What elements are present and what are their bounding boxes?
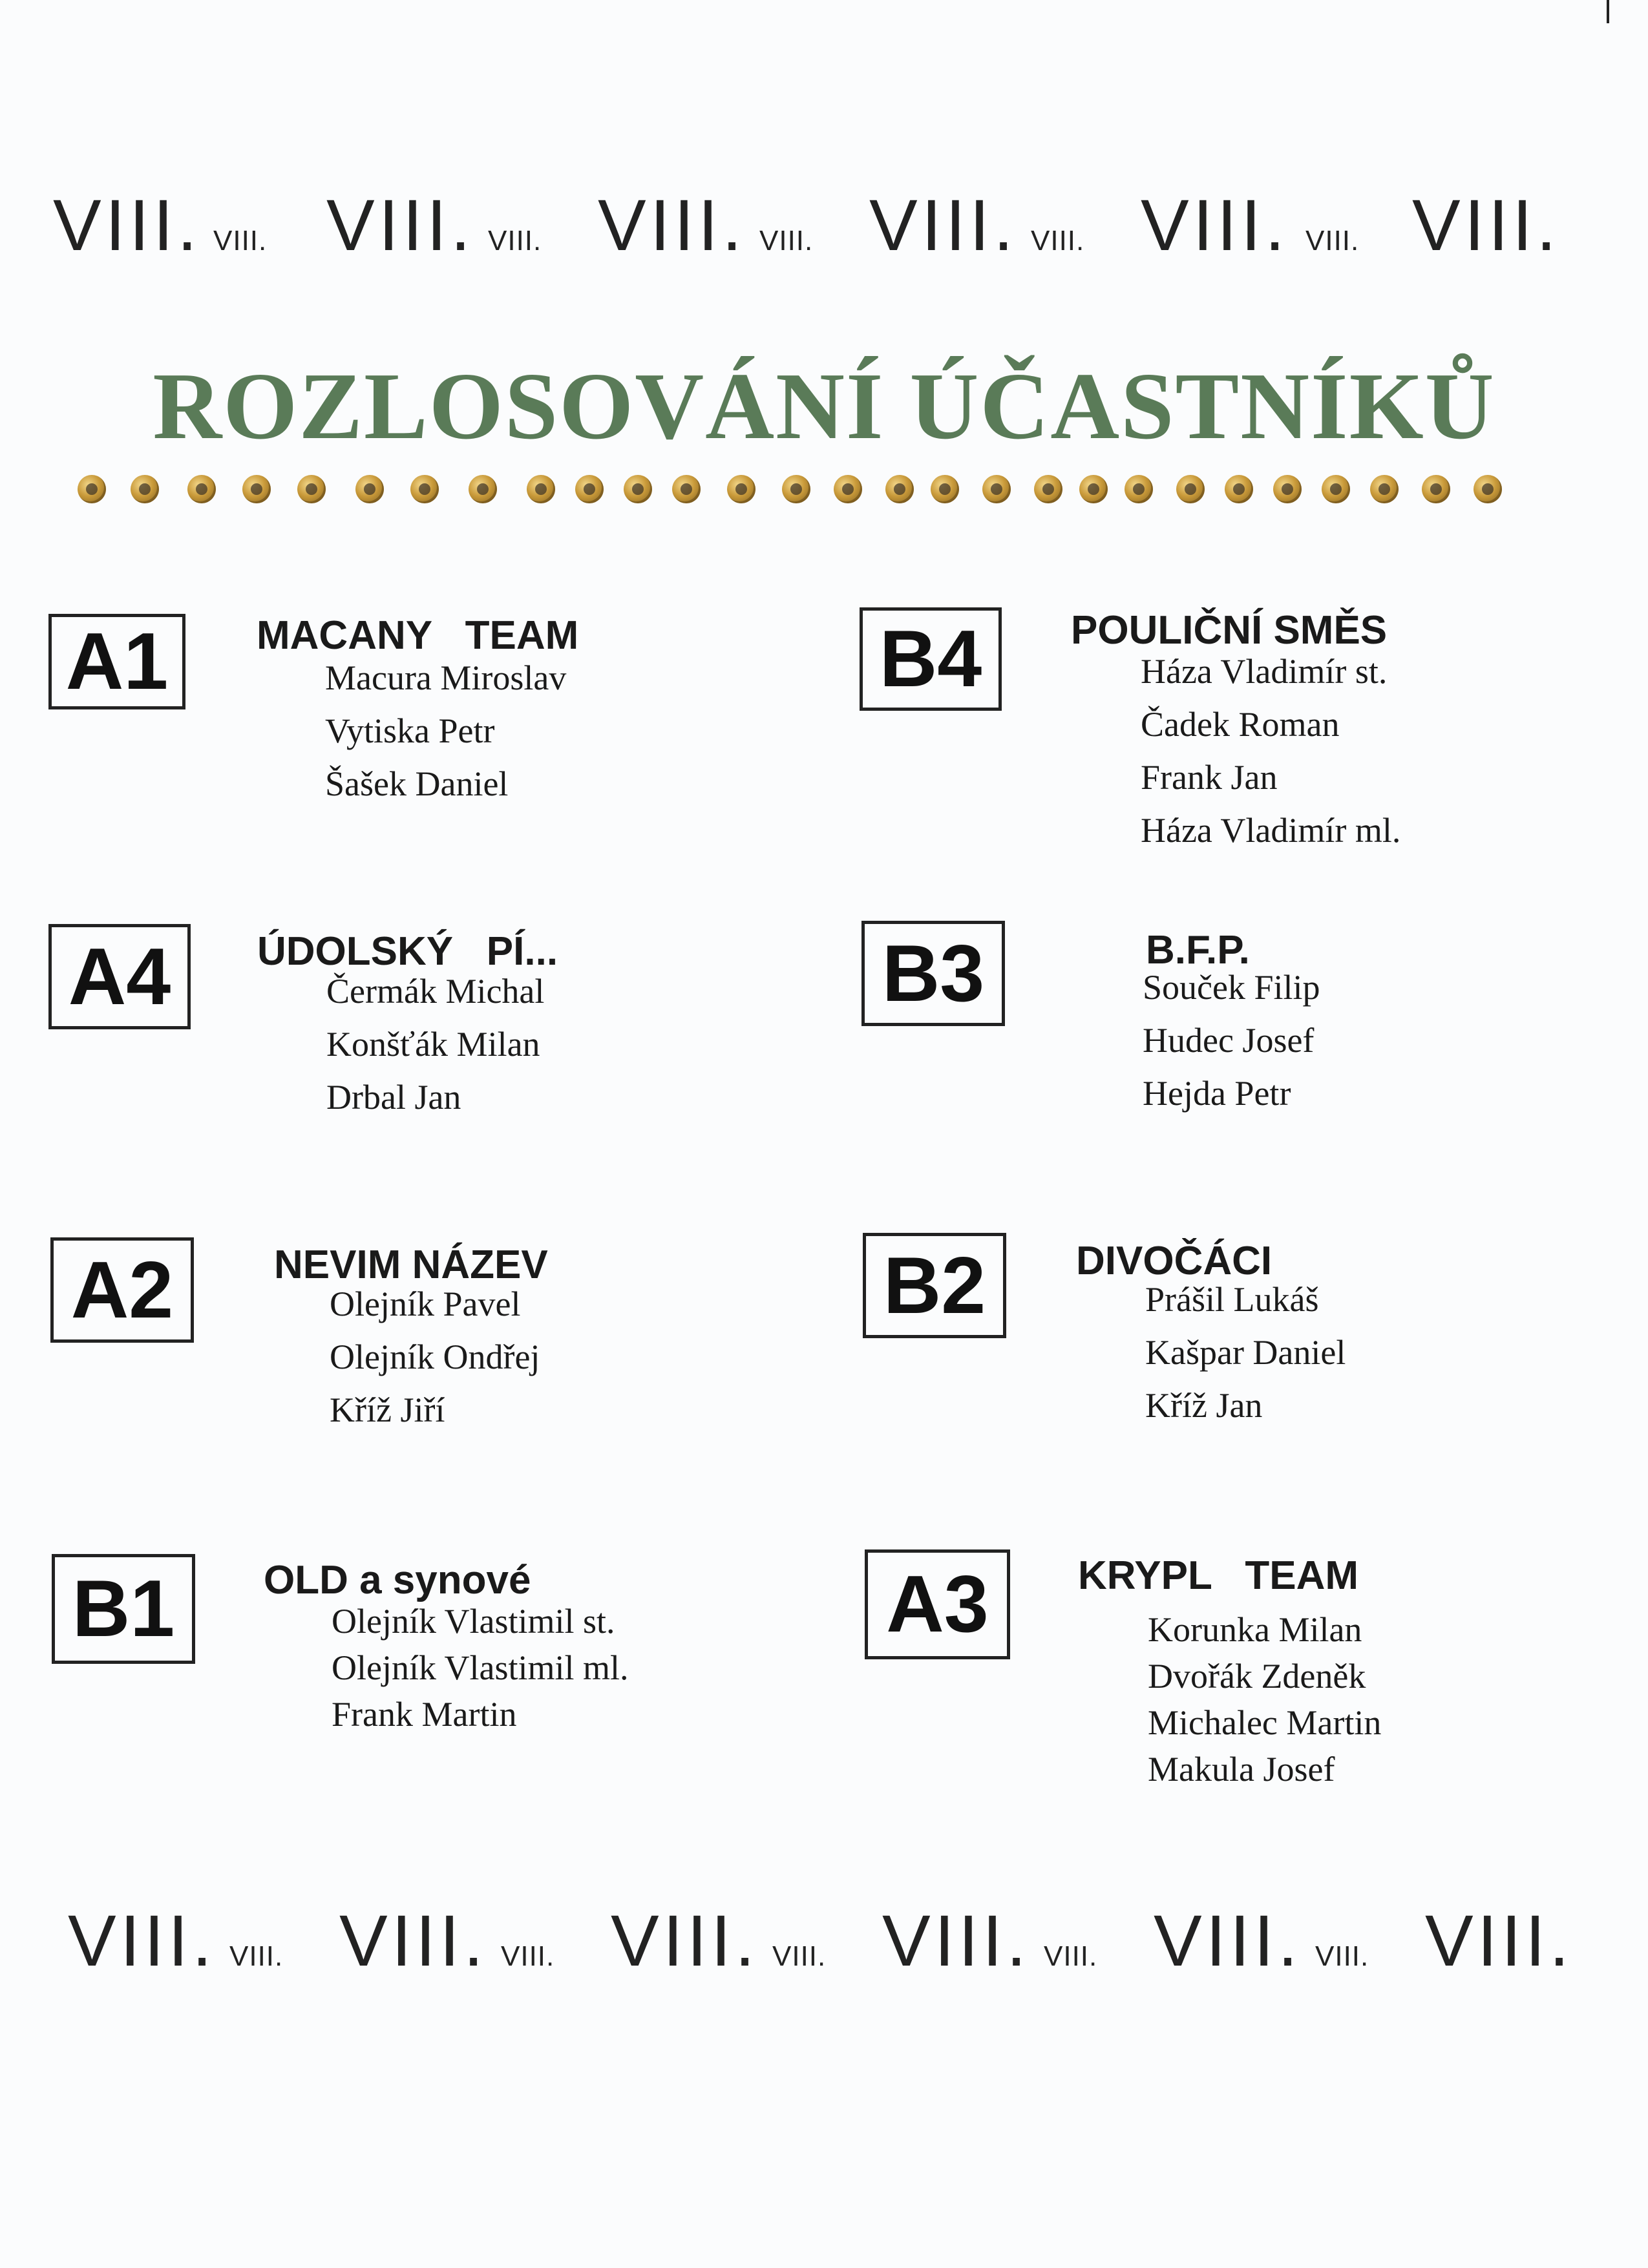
ball-icon — [982, 475, 1011, 503]
ball-icon — [527, 475, 555, 503]
group-b4 — [860, 607, 1506, 866]
group-code-badge: A2 — [50, 1237, 194, 1343]
banner-numeral: VIII. — [339, 1900, 488, 1981]
ball-icon — [1422, 475, 1450, 503]
ball-icon — [1474, 475, 1502, 503]
member-name: Háza Vladimír st. — [1141, 652, 1388, 691]
banner-numeral: VIII. — [53, 185, 202, 266]
ball-divider — [78, 475, 1512, 509]
ball-icon — [575, 475, 604, 503]
ball-icon — [727, 475, 755, 503]
ball-icon — [469, 475, 497, 503]
group-a3 — [865, 1549, 1511, 1808]
group-a1 — [48, 614, 695, 808]
banner-numeral: VIII. — [326, 185, 475, 266]
ball-icon — [834, 475, 862, 503]
banner-numeral: VIII. — [772, 1940, 827, 1972]
member-name: Čadek Roman — [1141, 705, 1340, 744]
member-name: Hudec Josef — [1143, 1021, 1315, 1060]
banner-numeral: VIII. — [68, 1900, 217, 1981]
member-name: Makula Josef — [1148, 1750, 1335, 1789]
member-name: Kříž Jan — [1145, 1386, 1263, 1425]
member-name: Frank Martin — [332, 1695, 517, 1734]
member-list — [1143, 961, 1320, 1120]
ball-icon — [624, 475, 652, 503]
member-name: Prášil Lukáš — [1145, 1280, 1319, 1319]
banner-numeral: VIII. — [1031, 225, 1085, 257]
member-name: Konšťák Milan — [326, 1025, 540, 1064]
ball-icon — [672, 475, 701, 503]
banner-numeral: VIII. — [1044, 1940, 1098, 1972]
group-code-badge: A1 — [48, 614, 185, 709]
group-a4 — [48, 924, 695, 1137]
group-a2 — [50, 1237, 697, 1451]
ball-icon — [1034, 475, 1062, 503]
member-list — [1148, 1606, 1381, 1792]
member-list — [330, 1277, 540, 1436]
group-code-badge: B3 — [861, 921, 1005, 1026]
group-code-badge: A3 — [865, 1549, 1010, 1659]
team-name: MACANY TEAM — [257, 613, 579, 658]
group-code-badge: A4 — [48, 924, 191, 1029]
banner-numeral: VIII. — [882, 1900, 1031, 1981]
member-name: Háza Vladimír ml. — [1141, 811, 1401, 850]
scan-edge-mark — [1607, 0, 1609, 23]
member-name: Vytiska Petr — [325, 711, 495, 750]
ball-icon — [131, 475, 159, 503]
banner-numeral: VIII. — [869, 185, 1018, 266]
member-list — [325, 651, 566, 810]
bottom-banner — [0, 1887, 1648, 1981]
group-b1 — [52, 1554, 698, 1767]
ball-icon — [1273, 475, 1302, 503]
member-name: Olejník Ondřej — [330, 1338, 540, 1376]
member-name: Korunka Milan — [1148, 1610, 1362, 1649]
banner-numeral: VIII. — [213, 225, 268, 257]
group-code-badge: B2 — [863, 1233, 1006, 1338]
ball-icon — [297, 475, 326, 503]
member-name: Michalec Martin — [1148, 1703, 1382, 1742]
banner-numeral: VIII. — [1154, 1900, 1302, 1981]
team-name: NEVIM NÁZEV — [274, 1243, 548, 1287]
member-name: Hejda Petr — [1143, 1074, 1291, 1113]
top-banner — [0, 171, 1648, 266]
banner-numeral: VIII. — [1305, 225, 1360, 257]
member-name: Olejník Vlastimil ml. — [332, 1648, 629, 1687]
group-code-badge: B4 — [860, 607, 1002, 711]
banner-numeral: VIII. — [501, 1940, 555, 1972]
member-name: Kříž Jiří — [330, 1391, 445, 1429]
team-name: DIVOČÁCI — [1076, 1239, 1273, 1283]
member-name: Dvořák Zdeněk — [1148, 1657, 1366, 1696]
banner-numeral: VIII. — [611, 1900, 759, 1981]
banner-numeral: VIII. — [598, 185, 746, 266]
member-name: Souček Filip — [1143, 968, 1320, 1007]
member-name: Olejník Pavel — [330, 1285, 521, 1323]
banner-numeral: VIII. — [1315, 1940, 1369, 1972]
ball-icon — [1079, 475, 1108, 503]
group-b3 — [861, 921, 1508, 1134]
member-name: Drbal Jan — [326, 1078, 461, 1117]
ball-icon — [410, 475, 439, 503]
ball-icon — [187, 475, 216, 503]
ball-icon — [355, 475, 384, 503]
team-name: KRYPL TEAM — [1078, 1553, 1359, 1598]
team-name: POULIČNÍ SMĚS — [1071, 608, 1388, 653]
ball-icon — [242, 475, 271, 503]
group-code-badge: B1 — [52, 1554, 195, 1664]
banner-numeral: VIII. — [759, 225, 814, 257]
member-list — [1141, 645, 1400, 857]
team-name: ÚDOLSKÝ PÍ... — [257, 929, 558, 974]
member-list — [332, 1598, 629, 1738]
ball-icon — [1125, 475, 1153, 503]
team-name: B.F.P. — [1146, 928, 1250, 972]
member-name: Macura Miroslav — [325, 658, 567, 697]
banner-numeral: VIII. — [488, 225, 542, 257]
group-b2 — [863, 1233, 1509, 1446]
banner-numeral: VIII. — [229, 1940, 284, 1972]
ball-icon — [1322, 475, 1350, 503]
member-name: Olejník Vlastimil st. — [332, 1602, 615, 1641]
banner-numeral: VIII. — [1141, 185, 1289, 266]
ball-icon — [1225, 475, 1253, 503]
ball-icon — [78, 475, 106, 503]
member-name: Šašek Daniel — [325, 764, 509, 803]
page-title: ROZLOSOVÁNÍ ÚČASTNÍKŮ — [153, 353, 1495, 459]
team-name: OLD a synové — [264, 1558, 531, 1602]
banner-numeral: VIII. — [1425, 1900, 1574, 1981]
ball-icon — [782, 475, 810, 503]
member-name: Frank Jan — [1141, 758, 1278, 797]
ball-icon — [1370, 475, 1399, 503]
member-list — [1145, 1273, 1346, 1432]
member-list — [326, 965, 544, 1124]
ball-icon — [885, 475, 914, 503]
member-name: Kašpar Daniel — [1145, 1333, 1346, 1372]
ball-icon — [931, 475, 959, 503]
banner-numeral: VIII. — [1412, 185, 1561, 266]
member-name: Čermák Michal — [326, 972, 545, 1011]
ball-icon — [1176, 475, 1205, 503]
